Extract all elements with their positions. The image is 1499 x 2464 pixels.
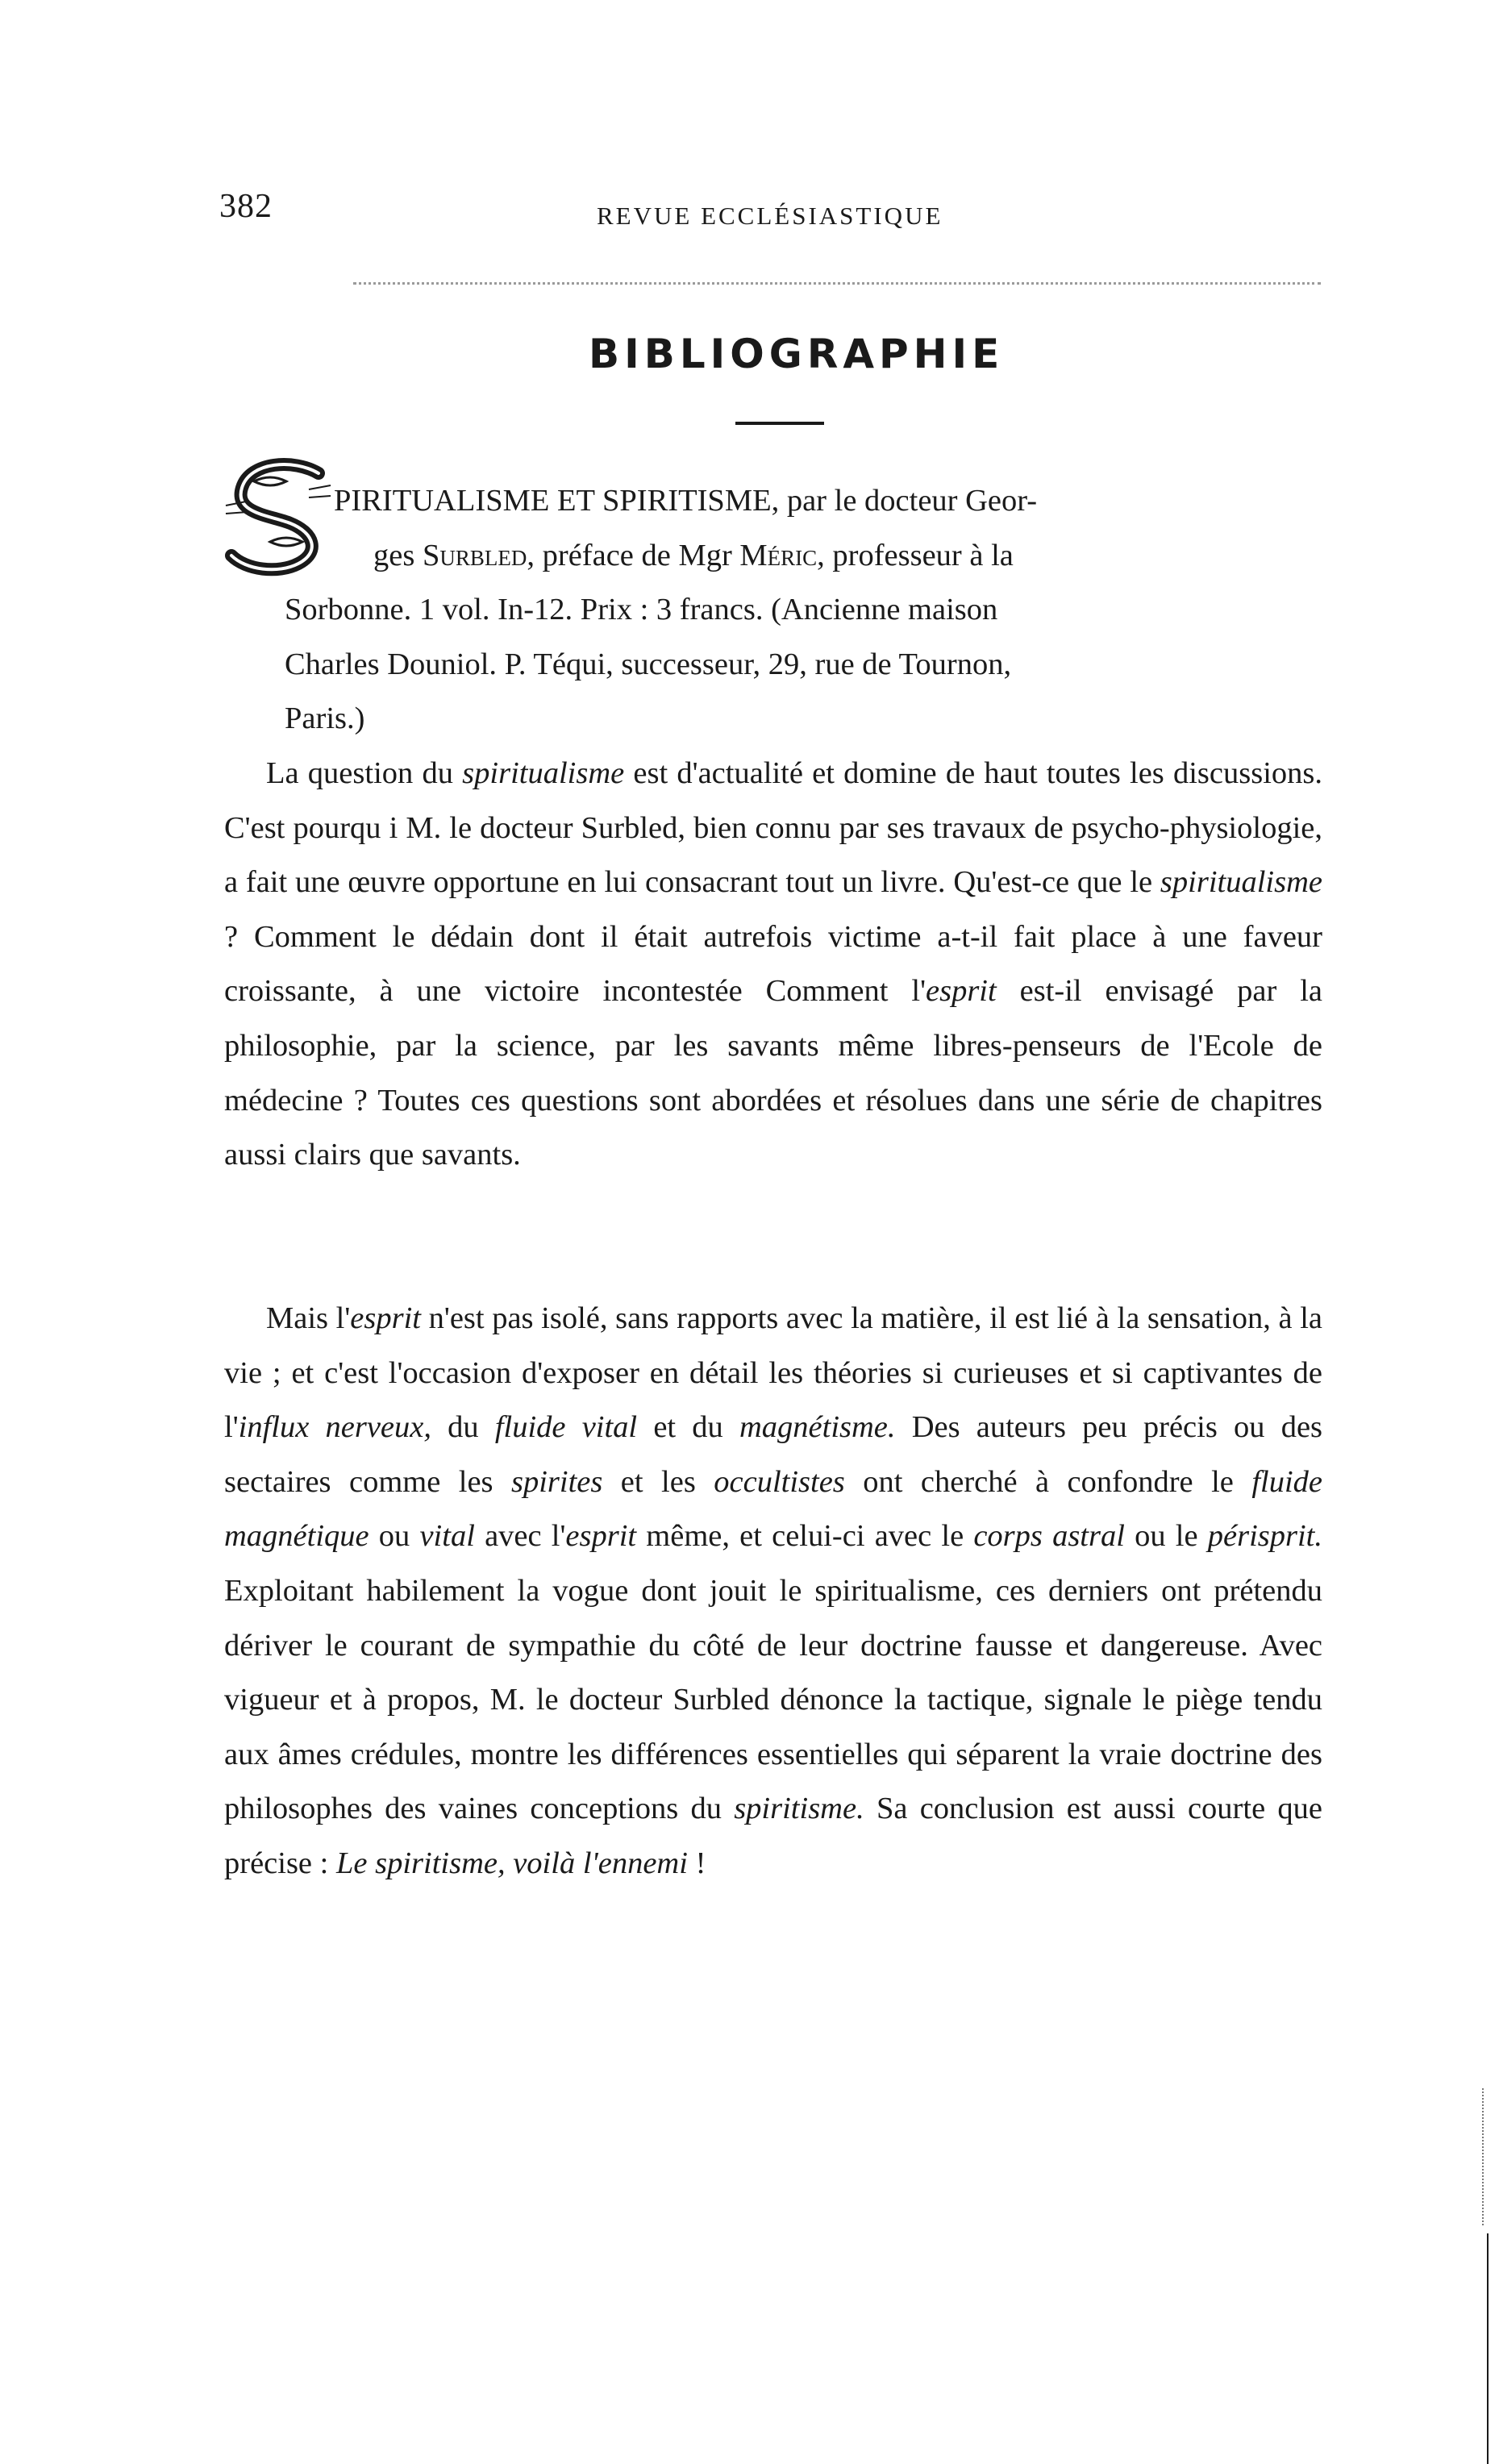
paragraph-text: ont cherché à confondre le [844,1464,1252,1499]
paragraph-text: Sa conclusion est aussi courte que précise : [224,1792,1322,1880]
running-head: REVUE ECCLÉSIASTIQUE [597,202,943,230]
paragraph-text: même, et celui-ci avec le [636,1519,974,1554]
reference-text: , préface de Mgr [527,538,740,572]
paragraph-text: ? Comment le dédain dont il était autrefois victime a-t-il fait place à une faveur croissante, à une victoire incontestée Comment l' [224,919,1322,1009]
bibliographic-reference [224,474,1322,747]
paragraph-text: Exploitant habilement la vogue dont jouit le spiritualisme, ces derniers ont prétendu dériver le courant de sympathie du côté de leur doctrine fausse et dangereuse. Avec vigueur et à propos, M. le docteur Surbled dénonce la tactique, signale le piège tendu aux âmes crédules, montre les différences essentielles qui séparent la vraie doctrine des philosophes des vaines conceptions du [224,1573,1322,1826]
emphasis: spiritualisme [462,756,625,790]
reference-line-4: Charles Douniol. P. Téqui, successeur, 29, rue de Tournon, [285,647,1012,681]
paragraph-1 [224,747,1322,1183]
paragraph-text: est d'actualité et domine de haut toutes les discussions. C'est pourqu i M. le docteur Surbled, bien connu par ses travaux de psycho-physiologie, a fait une œuvre opportune en lui consacrant tout un livre. Qu'est-ce que le [224,756,1322,900]
emphasis: magnétisme. [739,1410,896,1445]
paragraph-text: ou [369,1519,420,1554]
reference-line-1: PIRITUALISME ET SPIRITISME, par le docteur Geor- [334,484,1038,518]
title-rule [735,422,824,425]
emphasis: occultistes [714,1464,845,1499]
paragraph-text: du [431,1410,495,1445]
author-name: Surbled [422,538,527,572]
emphasis: Le spiritisme, voilà l'ennemi [335,1846,688,1880]
reference-text: , professeur à la [817,538,1014,572]
reference-text: ges [373,538,423,572]
paragraph-text: La question du [266,756,463,790]
paragraph-text: et les [602,1464,714,1499]
reference-line-5: Paris.) [285,701,365,736]
section-title: BIBLIOGRAPHIE [589,331,1005,377]
emphasis: esprit [565,1519,637,1554]
emphasis: périsprit. [1207,1519,1323,1554]
paragraph-text: ! [687,1846,706,1880]
paragraph-2 [224,1292,1322,1892]
paragraph-text: ou le [1124,1519,1208,1554]
paragraph-text: Mais l' [266,1301,351,1335]
emphasis: esprit [926,974,997,1009]
page-number: 382 [219,188,273,225]
paragraph-text: et du [637,1410,739,1445]
scan-margin-line [1487,2233,1489,2464]
emphasis: fluide magnétique [224,1464,1322,1554]
emphasis: vital [419,1519,475,1554]
emphasis: fluide vital [494,1410,638,1445]
header-dotted-rule [353,282,1321,285]
emphasis: spiritisme. [734,1792,864,1826]
paragraph-text: avec l' [474,1519,566,1554]
reference-line-2 [224,529,1322,584]
emphasis: spiritualisme [1160,865,1322,900]
paragraph-text: n'est pas isolé, sans rapports avec la matière, il est lié à la sensation, à la vie ; et c'est l'occasion d'exposer en détail les théories si curieuses et si captivantes de l' [224,1301,1322,1445]
emphasis: spirites [510,1464,603,1499]
emphasis: influx nerveux, [238,1410,431,1445]
paragraph-text: Des auteurs peu précis ou des sectaires comme les [224,1410,1323,1499]
emphasis: corps astral [973,1519,1125,1554]
prefacer-name: Méric [739,538,818,572]
reference-line-3: Sorbonne. 1 vol. In-12. Prix : 3 francs. (Ancienne maison [285,593,998,627]
scan-margin-dotted-line [1482,2088,1484,2225]
paragraph-text: est-il envisagé par la philosophie, par la science, par les savants même libres-penseurs de l'Ecole de médecine ? Toutes ces questions sont abordées et résolues dans une série de chapitres aussi clairs que savants. [224,974,1322,1172]
emphasis: esprit [350,1301,421,1335]
